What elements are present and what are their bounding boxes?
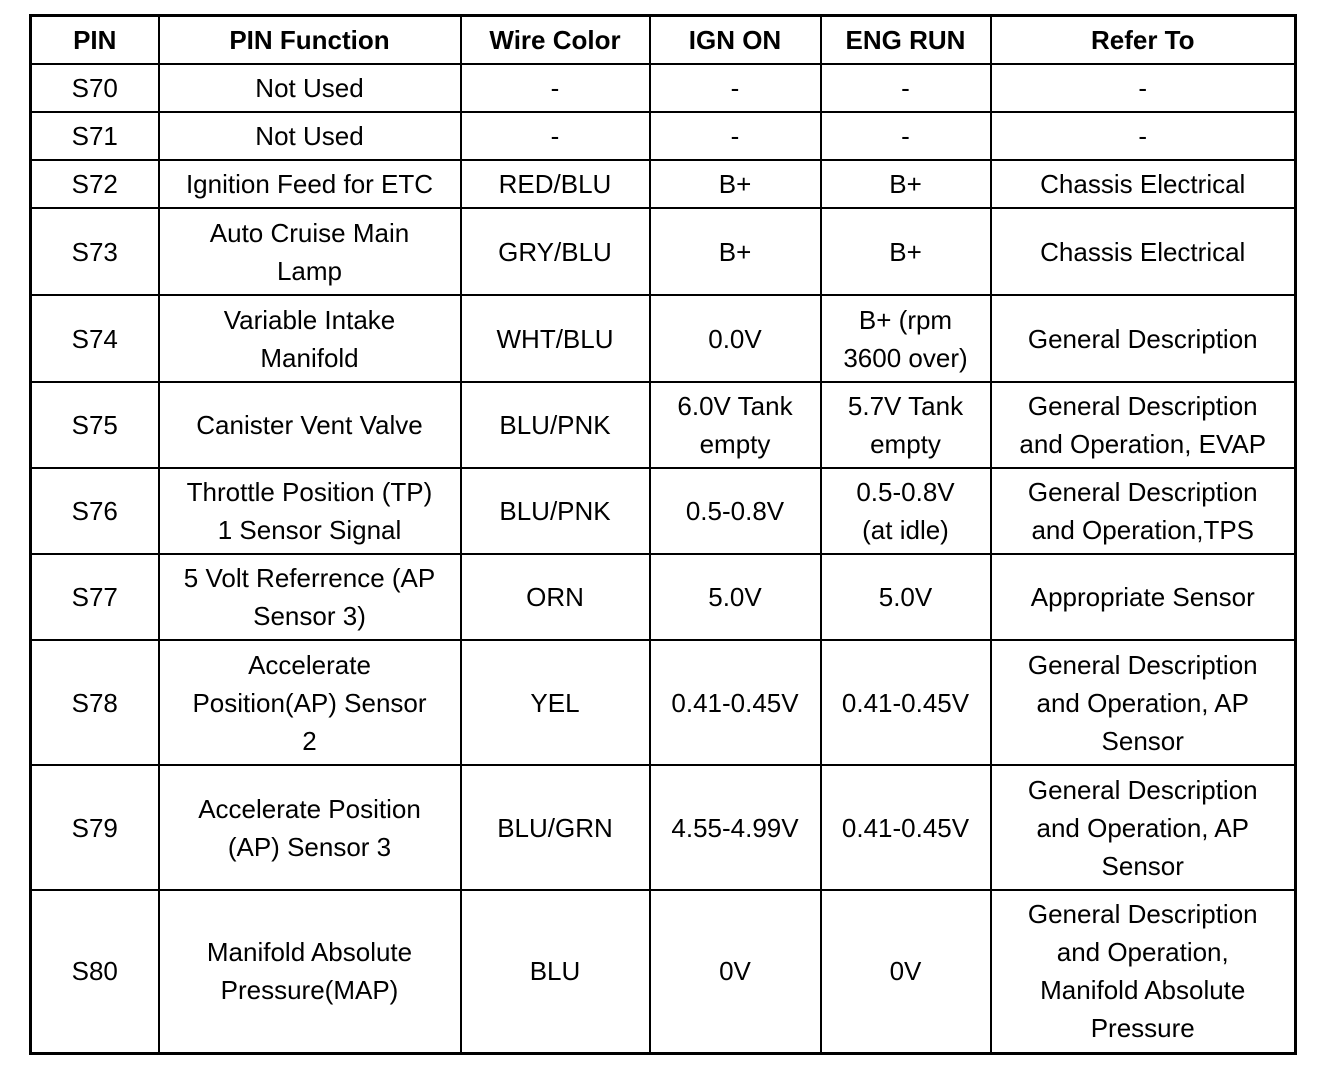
- cell-eng-run: 5.0V: [821, 554, 991, 640]
- cell-refer-to: General Description and Operation, AP Sensor: [991, 765, 1296, 890]
- cell-pin-function: 5 Volt Referrence (AP Sensor 3): [159, 554, 461, 640]
- cell-wire-color: BLU/PNK: [461, 468, 650, 554]
- cell-wire-color: YEL: [461, 640, 650, 765]
- cell-ign-on: -: [650, 112, 821, 160]
- cell-pin-function: Manifold Absolute Pressure(MAP): [159, 890, 461, 1053]
- table-row: [31, 765, 1296, 890]
- cell-refer-to: General Description and Operation,TPS: [991, 468, 1296, 554]
- cell-refer-to: -: [991, 112, 1296, 160]
- cell-wire-color: BLU/GRN: [461, 765, 650, 890]
- table-row: [31, 554, 1296, 640]
- header-ign-on: IGN ON: [650, 16, 821, 65]
- cell-ign-on: 6.0V Tank empty: [650, 382, 821, 468]
- cell-pin-function: Ignition Feed for ETC: [159, 160, 461, 208]
- cell-pin: S74: [31, 295, 159, 382]
- cell-ign-on: B+: [650, 160, 821, 208]
- cell-wire-color: BLU: [461, 890, 650, 1053]
- cell-ign-on: 0.5-0.8V: [650, 468, 821, 554]
- cell-refer-to: Chassis Electrical: [991, 160, 1296, 208]
- cell-wire-color: RED/BLU: [461, 160, 650, 208]
- cell-pin: S79: [31, 765, 159, 890]
- cell-refer-to: Appropriate Sensor: [991, 554, 1296, 640]
- cell-pin-function: Canister Vent Valve: [159, 382, 461, 468]
- cell-eng-run: -: [821, 64, 991, 112]
- cell-wire-color: ORN: [461, 554, 650, 640]
- cell-pin-function: Variable Intake Manifold: [159, 295, 461, 382]
- cell-refer-to: General Description and Operation, Manifold Absolute Pressure: [991, 890, 1296, 1053]
- cell-eng-run: -: [821, 112, 991, 160]
- pin-table: [29, 14, 1297, 1055]
- cell-ign-on: 0.0V: [650, 295, 821, 382]
- cell-pin: S80: [31, 890, 159, 1053]
- header-pin-function: PIN Function: [159, 16, 461, 65]
- cell-wire-color: -: [461, 112, 650, 160]
- table-row: [31, 890, 1296, 1053]
- cell-refer-to: Chassis Electrical: [991, 208, 1296, 295]
- cell-pin: S70: [31, 64, 159, 112]
- table-row: [31, 295, 1296, 382]
- table-row: [31, 208, 1296, 295]
- cell-wire-color: GRY/BLU: [461, 208, 650, 295]
- table-row: [31, 640, 1296, 765]
- cell-eng-run: 0.41-0.45V: [821, 765, 991, 890]
- table-row: [31, 468, 1296, 554]
- cell-pin: S78: [31, 640, 159, 765]
- table-row: [31, 160, 1296, 208]
- cell-pin-function: Accelerate Position(AP) Sensor 2: [159, 640, 461, 765]
- header-row: [31, 16, 1296, 65]
- cell-pin-function: Auto Cruise Main Lamp: [159, 208, 461, 295]
- pin-table-sheet: [29, 14, 1297, 1055]
- table-row: [31, 64, 1296, 112]
- header-refer-to: Refer To: [991, 16, 1296, 65]
- cell-pin-function: Not Used: [159, 112, 461, 160]
- header-pin: PIN: [31, 16, 159, 65]
- table-row: [31, 112, 1296, 160]
- cell-ign-on: 5.0V: [650, 554, 821, 640]
- cell-pin: S71: [31, 112, 159, 160]
- cell-ign-on: 0.41-0.45V: [650, 640, 821, 765]
- cell-eng-run: 0V: [821, 890, 991, 1053]
- cell-eng-run: 0.41-0.45V: [821, 640, 991, 765]
- cell-wire-color: BLU/PNK: [461, 382, 650, 468]
- cell-pin: S77: [31, 554, 159, 640]
- cell-ign-on: 4.55-4.99V: [650, 765, 821, 890]
- cell-eng-run: B+ (rpm 3600 over): [821, 295, 991, 382]
- cell-pin-function: Accelerate Position (AP) Sensor 3: [159, 765, 461, 890]
- cell-eng-run: 0.5-0.8V (at idle): [821, 468, 991, 554]
- header-wire-color: Wire Color: [461, 16, 650, 65]
- cell-eng-run: 5.7V Tank empty: [821, 382, 991, 468]
- cell-refer-to: General Description: [991, 295, 1296, 382]
- header-eng-run: ENG RUN: [821, 16, 991, 65]
- cell-ign-on: -: [650, 64, 821, 112]
- cell-refer-to: General Description and Operation, EVAP: [991, 382, 1296, 468]
- cell-pin: S75: [31, 382, 159, 468]
- cell-eng-run: B+: [821, 160, 991, 208]
- cell-pin-function: Not Used: [159, 64, 461, 112]
- cell-ign-on: 0V: [650, 890, 821, 1053]
- cell-wire-color: -: [461, 64, 650, 112]
- cell-pin: S72: [31, 160, 159, 208]
- cell-wire-color: WHT/BLU: [461, 295, 650, 382]
- cell-pin-function: Throttle Position (TP) 1 Sensor Signal: [159, 468, 461, 554]
- cell-ign-on: B+: [650, 208, 821, 295]
- table-row: [31, 382, 1296, 468]
- cell-eng-run: B+: [821, 208, 991, 295]
- cell-refer-to: -: [991, 64, 1296, 112]
- cell-refer-to: General Description and Operation, AP Sensor: [991, 640, 1296, 765]
- cell-pin: S76: [31, 468, 159, 554]
- cell-pin: S73: [31, 208, 159, 295]
